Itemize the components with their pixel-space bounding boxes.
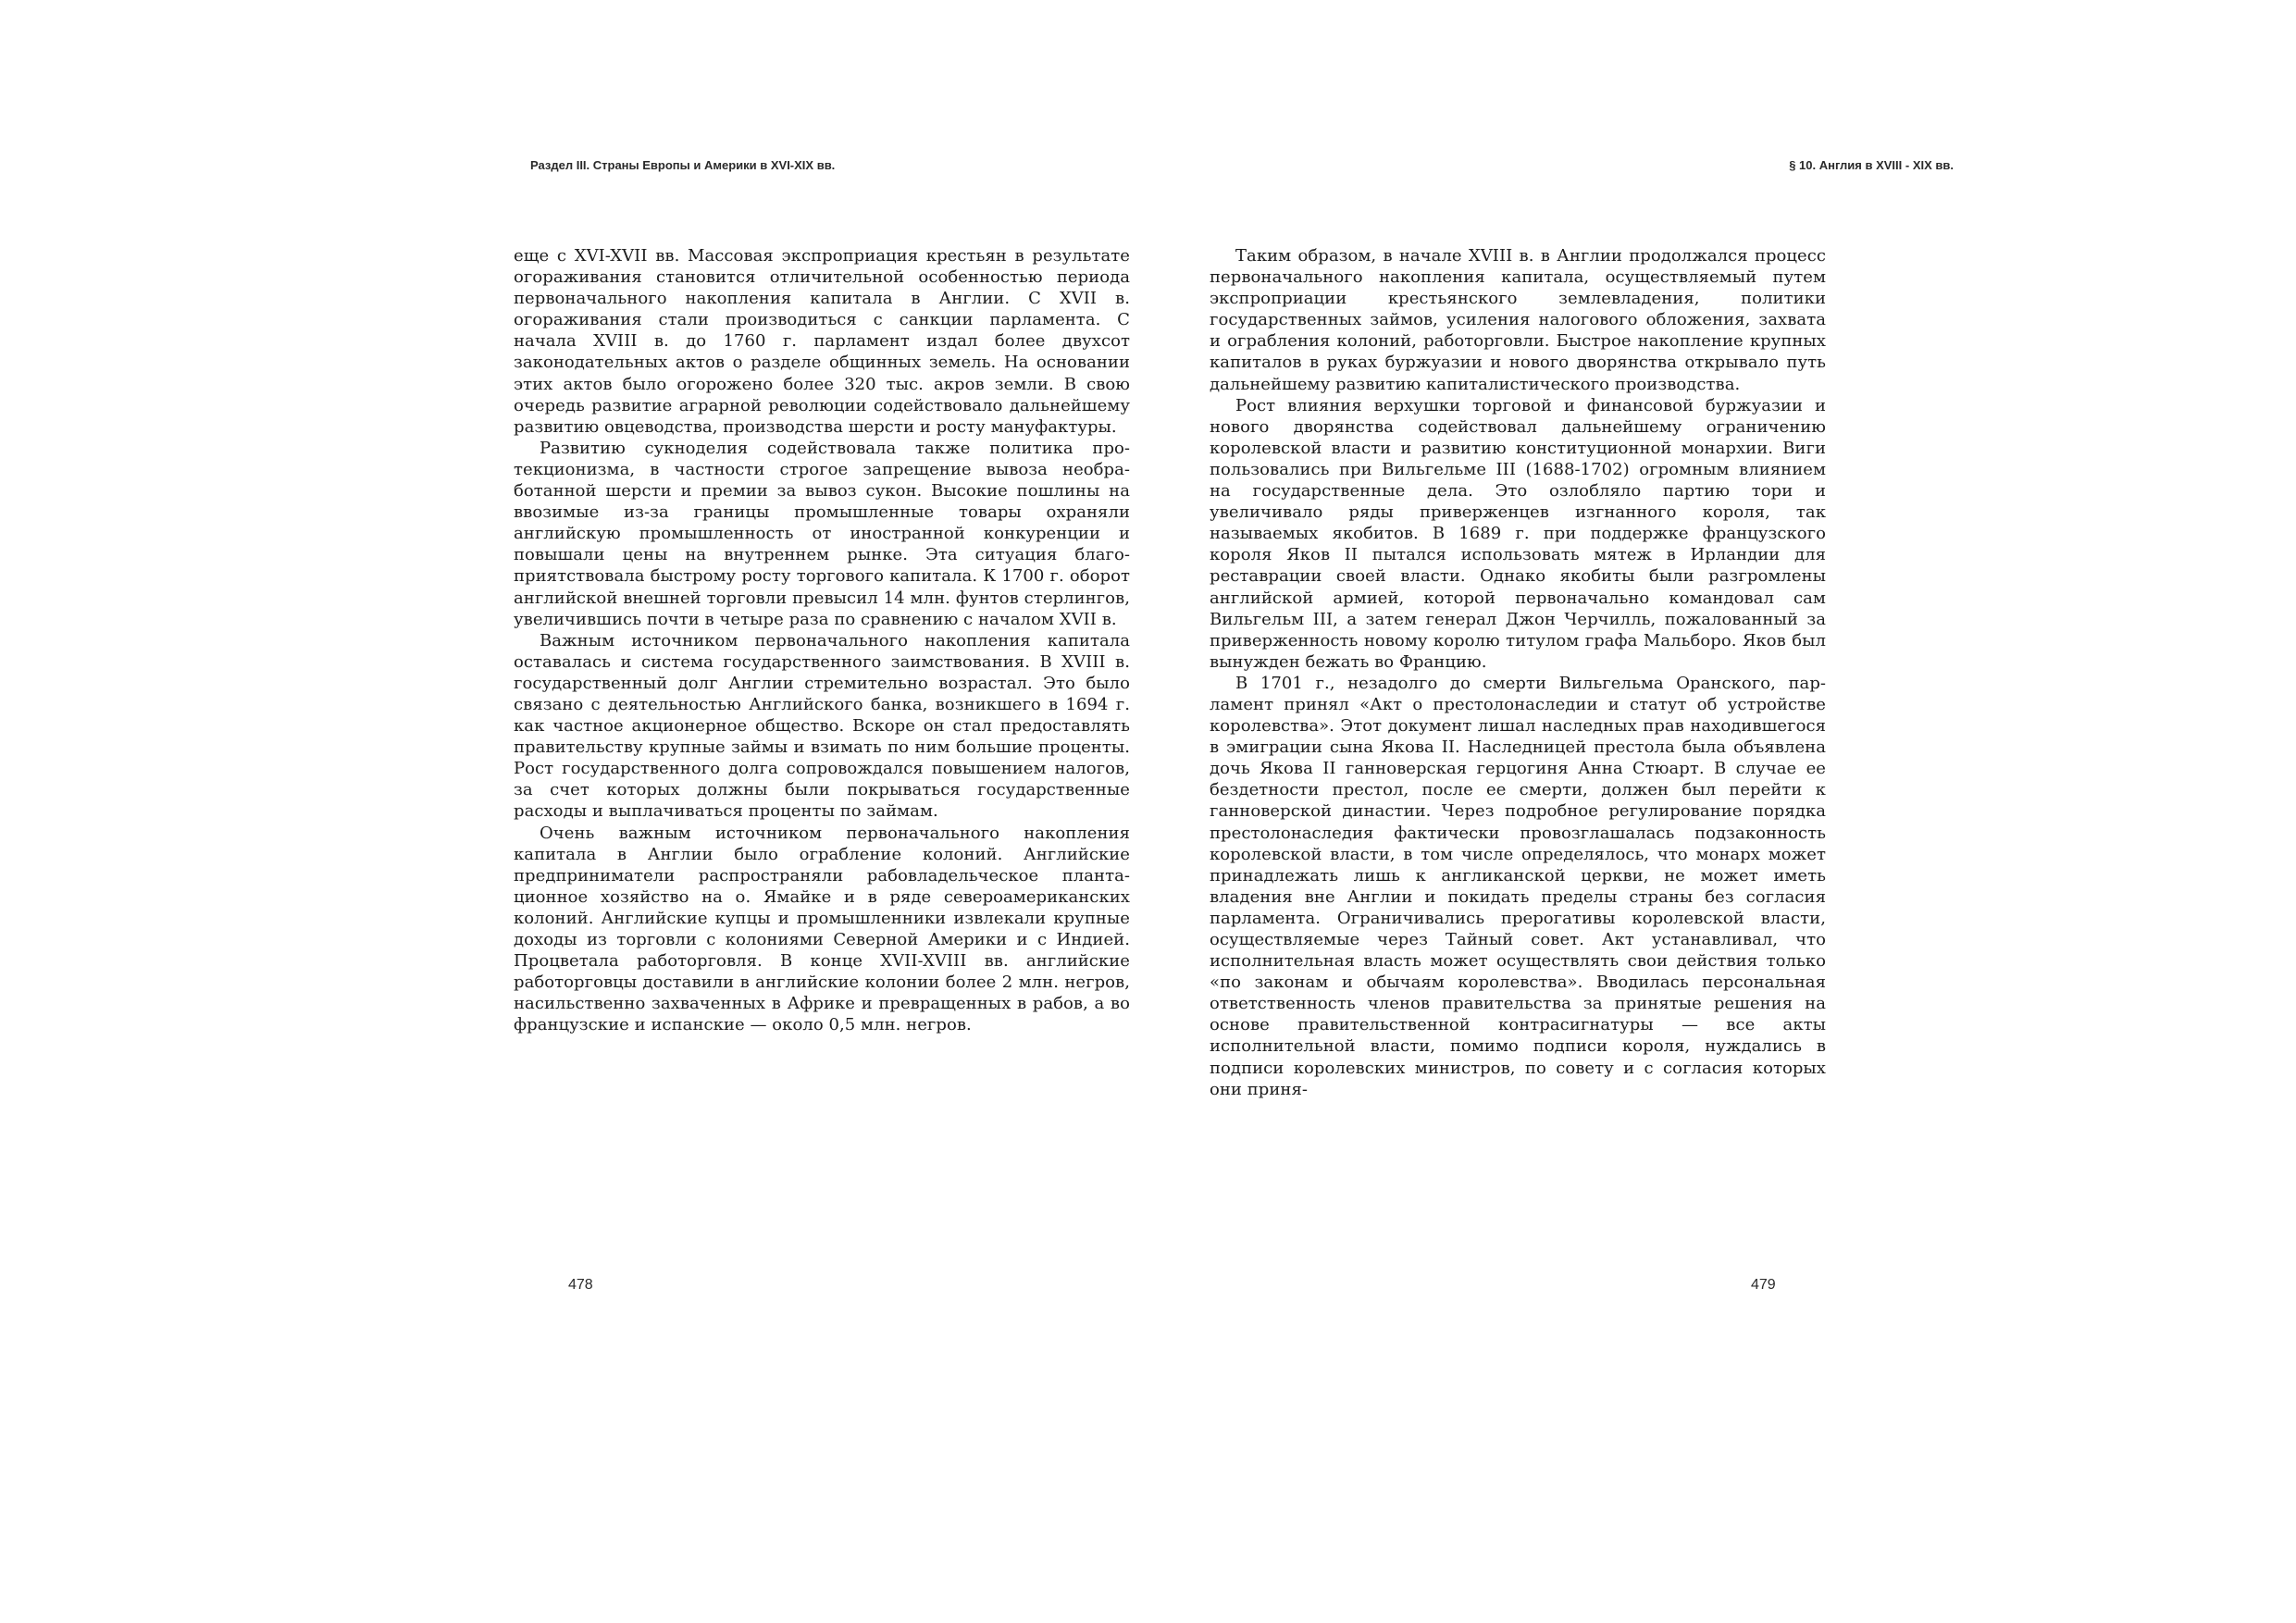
- right-page: [1148, 0, 2296, 1623]
- paragraph: В 1701 г., незадолго до смерти Вильгельма Оранского, парламент принял «Акт о престолонаследии и статут об устройстве королевства». Этот документ лишал наследных прав находившегося в эмиграции сына Якова II. Наследницей престола была объявлена дочь Якова II ганноверская герцогиня Анна Стюарт. В случае ее бездетности престол, после ее смерти, должен был перейти к ганноверской династии. Через подробное регулирование порядка престолонаследия фактически провозглашалась подзаконность королевской власти, в том числе определялось, что монарх может принадлежать лишь к англиканской церкви, не может иметь владения вне Англии и покидать пределы страны без согласия парламента. Ограничивались прерогативы королевской власти, осуществляемые через Тайный совет. Акт устанавливал, что исполнительная власть может осуществлять свои действия только «по законам и обычаям королевства». Вводилась персональная ответственность членов правительства за принятые решения на основе правительственной контрасигнатуры — все акты исполнительной власти, помимо подписи короля, нуждались в подписи королевских министров, по совету и с согласия которых они приня-: [1210, 673, 1826, 1099]
- paragraph: Таким образом, в начале XVIII в. в Англии продолжался процесс первоначального накопления капитала, осуществляемый путем экспроприации крестьянского землевладения, политики государственных займов, усиления налогового обложения, захвата и ограбления колоний, работорговли. Быстрое накопление крупных капиталов в руках буржуазии и нового дворянства открывало путь дальнейшему развитию капиталистического производства.: [1210, 246, 1826, 394]
- page-number-left: 478: [568, 1277, 593, 1293]
- left-text-column: [514, 245, 1130, 1035]
- running-head-right: § 10. Англия в XVIII - XIX вв.: [1789, 158, 1954, 172]
- page-number-right: 479: [1751, 1277, 1776, 1293]
- paragraph: Очень важным источником первоначального накопления капитала в Англии было ограбление колоний. Английские предприниматели распространяли рабовладельческое плантационное хозяйство на о. Ямайке и в ряде североамериканских колоний. Английские купцы и промышленники извлекали крупные доходы из торговли с колониями Северной Америки и с Индией. Процветала работорговля. В конце XVII-XVIII вв. английские работорговцы доставили в английские колонии более 2 млн. негров, насильственно захваченных в Африке и превращенных в рабов, а во французские и испанские — около 0,5 млн. негров.: [514, 823, 1130, 1035]
- running-head-left: Раздел III. Страны Европы и Америки в XVI-XIX вв.: [530, 158, 836, 172]
- right-text-column: [1210, 245, 1826, 1100]
- paragraph: Важным источником первоначального накопления капитала оставалась и система государственного заимствования. В XVIII в. государственный долг Англии стремительно возрастал. Это было связано с деятельностью Английского банка, возникшего в 1694 г. как частное акционерное общество. Вскоре он стал предоставлять правительству крупные займы и взимать по ним большие проценты. Рост государственного долга сопровождался повышением налогов, за счет которых должны были покрываться государственные расходы и выплачиваться проценты по займам.: [514, 630, 1130, 822]
- paragraph: Развитию сукноделия содействовала также политика протекционизма, в частности строгое запрещение вывоза необработанной шерсти и премии за вывоз сукон. Высокие пошлины на ввозимые из-за границы промышленные товары охраняли английскую промышленность от иностранной конкуренции и повышали цены на внутреннем рынке. Эта ситуация благоприятствовала быстрому росту торгового капитала. К 1700 г. оборот английской внешней торговли превысил 14 млн. фунтов стерлингов, увеличившись почти в четыре раза по сравнению с началом XVII в.: [514, 438, 1130, 629]
- paragraph: Рост влияния верхушки торговой и финансовой буржуазии и нового дворянства содействовал дальнейшему ограничению королевской власти и развитию конституционной монархии. Виги пользовались при Вильгельме III (1688-1702) огромным влиянием на государственные дела. Это озлобляло партию тори и увеличивало ряды приверженцев изгнанного короля, так называемых якобитов. В 1689 г. при поддержке французского короля Яков II пытался использовать мятеж в Ирландии для реставрации своей власти. Однако якобиты были разгромлены английской армией, которой первоначально командовал сам Вильгельм III, а затем генерал Джон Черчилль, пожалованный за приверженность новому королю титулом графа Мальборо. Яков был вынужден бежать во Францию.: [1210, 395, 1826, 672]
- paragraph: еще с XVI-XVII вв. Массовая экспроприация крестьян в результате огораживания становится отличительной особенностью периода первоначального накопления капитала в Англии. С XVII в. огораживания стали производиться с санкции парламента. С начала XVIII в. до 1760 г. парламент издал более двухсот законодательных актов о разделе общинных земель. На основании этих актов было огорожено более 320 тыс. акров земли. В свою очередь развитие аграрной революции содействовало дальнейшему развитию овцеводства, производства шерсти и росту мануфактуры.: [514, 246, 1130, 437]
